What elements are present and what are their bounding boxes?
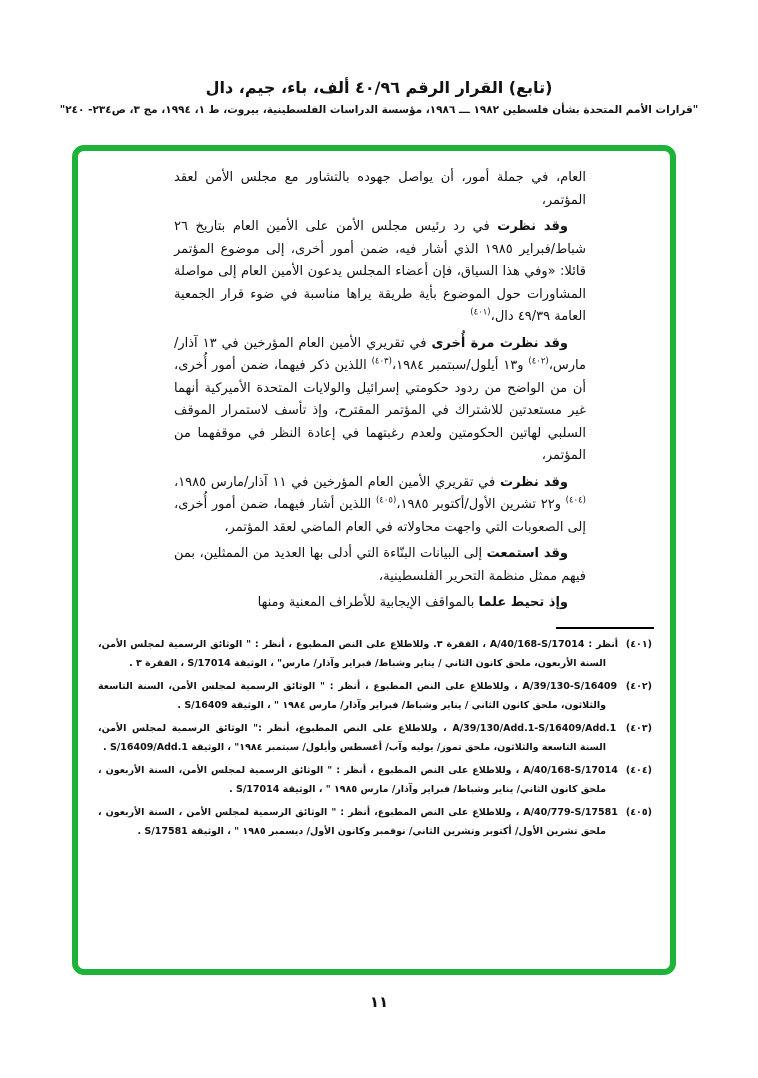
footnote-ref: (٤٠٢) <box>528 356 549 367</box>
footnote-number: (٤٠٢) <box>625 680 653 692</box>
paragraph <box>174 592 586 615</box>
paragraph-text: العام، في جملة أمور، أن يواصل جهوده بالتشاور مع مجلس الأمن لعقد المؤتمر، <box>174 170 586 208</box>
paragraph <box>174 216 586 329</box>
footnote-text: A/39/130-S/16409 ، وللاطلاع على النص المطبوع ، أنظر : " الوثائق الرسمية لمجلس الأمن، السنة التاسعة والثلاثون، ملحق كانون الثاني / يناير وشباط/ فبراير وآذار/ مارس ١٩٨٤ " ، الوثيقة S/16409 . <box>98 680 622 711</box>
footnote-item <box>98 761 652 799</box>
paragraph-text: و٢٢ تشرين الأول/أكتوبر ١٩٨٥، <box>396 497 566 512</box>
page-title: (تابع) القرار الرقم ٤٠/٩٦ ألف، باء، جيم، دال <box>205 78 553 97</box>
paragraph <box>174 543 586 588</box>
paragraph-lead: وقد نظرت <box>497 219 568 234</box>
paragraph <box>174 333 586 468</box>
footnote-text: أنظر : A/40/168-S/17014 ، الفقرة ٣. وللاطلاع على النص المطبوع ، أنظر : " الوثائق الرسمية لمجلس الأمن، السنة الأربعون، ملحق كانون الثاني / يناير وشباط/ فبراير وآذار/ مارس" ، الوثيقة S/17014 ، الفقرة ٣ . <box>98 638 622 669</box>
footnote-ref: (٤٠٤) <box>565 495 586 506</box>
paragraph-lead: وقد نظرت مرة أُخرى <box>431 335 568 351</box>
paragraph-text: في رد رئيس مجلس الأمن على الأمين العام بتاريخ ٢٦ شباط/فبراير ١٩٨٥ الذي أشار فيه، ضمن أمور أخرى، إلى موضوع المؤتمر قائلا: «وفي هذا السياق، فإن أعضاء المجلس يدعون الأمين العام إلى مواصلة المشاورات حول الموضوع بأية طريقة يراها مناسبة في ضوء قرار الجمعية العامة ٤٩/٣٩ دال، <box>174 219 586 324</box>
footnote-item <box>98 677 652 715</box>
footnote-text: A/39/130/Add.1-S/16409/Add.1 ، وللاطلاع على النص المطبوع، أنظر :" الوثائق الرسمية لمجلس الأمن، السنة التاسعة والثلاثون، ملحق تموز/ يوليه وآب/ أغسطس وأيلول/ سبتمبر ١٩٨٤" ، الوثيقة S/16409/Add.1 . <box>98 722 622 753</box>
footnote-item <box>98 635 652 673</box>
paragraph-text: بالمواقف الإيجابية للأطراف المعنية ومنها <box>257 595 479 610</box>
footnote-text: A/40/168-S/17014 ، وللاطلاع على النص المطبوع ، أنظر : " الوثائق الرسمية لمجلس الأمن، السنة الأربعون ، ملحق كانون الثاني/ يناير وشباط/ فبراير وآذار/ مارس ١٩٨٥ " ، الوثيقة S/17014 . <box>98 764 622 795</box>
paragraph-text: في تقريري الأمين العام المؤرخين في ١١ آذار/مارس ١٩٨٥، <box>174 474 501 490</box>
footnotes-section <box>98 635 652 841</box>
footnote-ref: (٤٠١) <box>470 307 491 318</box>
footnote-number: (٤٠٤) <box>625 764 652 776</box>
paragraph <box>174 167 586 212</box>
footnote-number: (٤٠٥) <box>625 806 652 818</box>
paragraph-lead: وإذ تحيط علما <box>478 595 568 610</box>
paragraph-text: اللذين أشار فيهما، ضمن أمور أُخرى، إلى الصعوبات التي واجهت محاولاته في العام الماضي لعقد المؤتمر، <box>174 497 586 535</box>
footnote-item <box>98 803 652 841</box>
footnote-number: (٤٠١) <box>625 638 652 650</box>
paragraph <box>174 472 586 540</box>
paragraph-lead: وقد استمعت <box>486 546 568 561</box>
footnote-number: (٤٠٣) <box>625 722 652 734</box>
footnote-separator <box>556 627 654 629</box>
footnote-item <box>98 719 652 757</box>
paragraph-text: و١٣ أيلول/سبتمبر ١٩٨٤، <box>391 358 529 373</box>
resolution-text <box>174 167 586 615</box>
paragraph-text: في تقريري الأمين العام المؤرخين في ١٣ آذار/مارس، <box>174 335 586 373</box>
footnote-ref: (٤٠٣) <box>371 356 392 367</box>
page-number: ١١ <box>369 993 389 1011</box>
page-subtitle: "قرارات الأمم المتحدة بشأن فلسطين ١٩٨٢ ـــ ١٩٨٦، مؤسسة الدراسات الفلسطينية، بيروت، ط ١، ١٩٩٤، مج ٣، ص٢٣٤- ٢٤٠" <box>59 104 699 116</box>
paragraph-text: اللذين ذكر فيهما، ضمن أمور أُخرى، أن من الواضح من ردود حكومتي إسرائيل والولايات المتحدة الأميركية أنهما غير مستعدتين للاشتراك في المؤتمر المقترح، وإذ تأسف لاستمرار الموقف السلبي لهاتين الحكومتين ولعدم رغبتهما في إعادة النظر في موقفهما من المؤتمر، <box>174 358 586 463</box>
footnote-text: A/40/779-S/17581 ، وللاطلاع على النص المطبوع، أنظر : " الوثائق الرسمية لمجلس الأمن ، السنة الأربعون ، ملحق تشرين الأول/ أكتوبر وتشرين الثاني/ نوفمبر وكانون الأول/ ديسمبر ١٩٨٥ " ، الوثيقة S/17581 . <box>98 806 622 837</box>
page-header <box>0 78 758 116</box>
footnote-ref: (٤٠٥) <box>375 495 397 506</box>
paragraph-text: إلى البيانات البنّاءة التي أدلى بها العديد من الممثلين، بمن فيهم ممثل منظمة التحرير الفلسطينية، <box>174 546 586 584</box>
paragraph-lead: وقد نظرت <box>500 474 568 490</box>
content-frame <box>72 145 676 975</box>
